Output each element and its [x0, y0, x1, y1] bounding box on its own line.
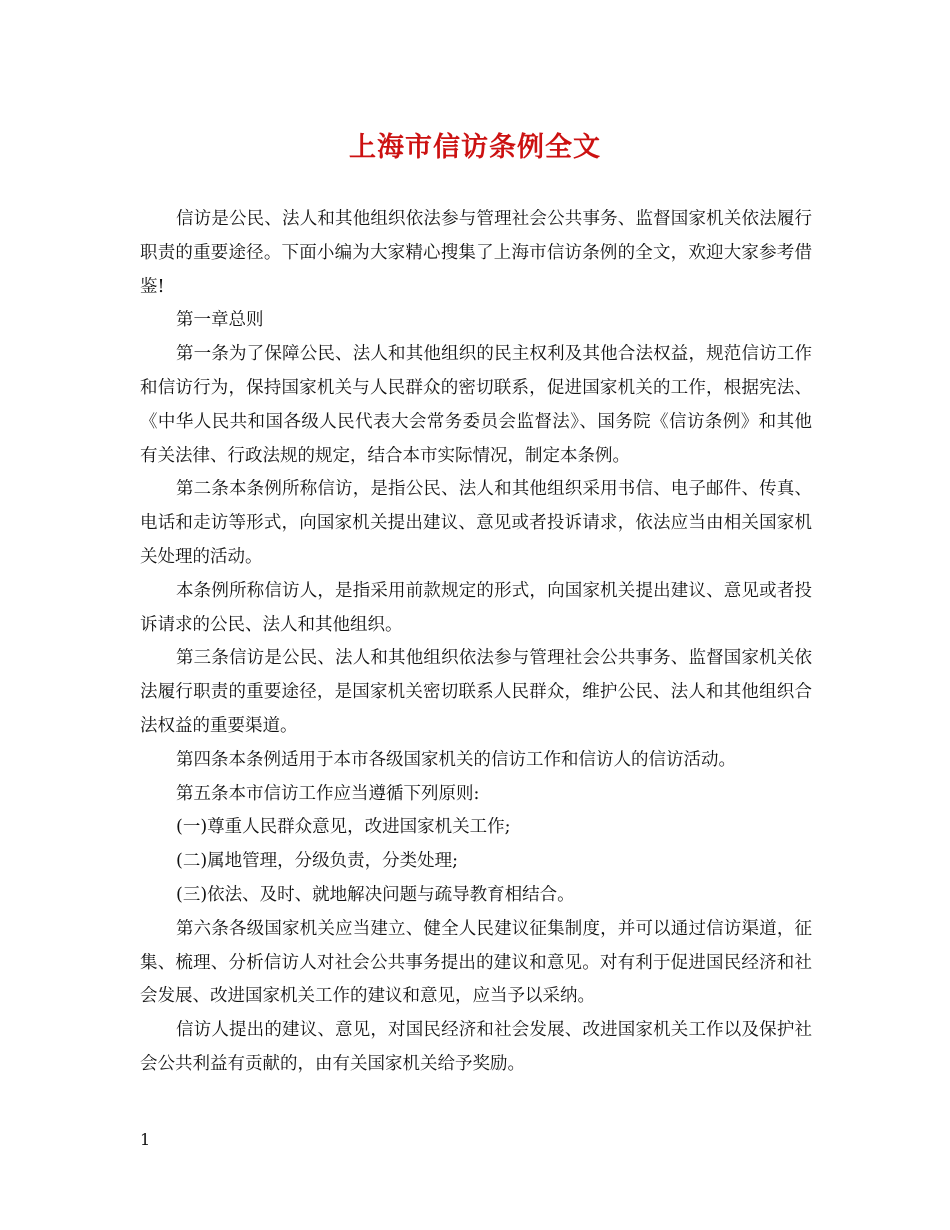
principle-2-item: (二)属地管理，分级负责，分类处理;: [176, 851, 459, 872]
article-2-definition-paragraph: 本条例所称信访人，是指采用前款规定的形式，向国家机关提出建议、意见或者投诉请求的公民、法人和其他组织。: [140, 580, 812, 635]
principle-3-item: (三)依法、及时、就地解决问题与疏导教育相结合。: [176, 884, 575, 905]
article-6-paragraph: 第六条各级国家机关应当建立、健全人民建议征集制度，并可以通过信访渠道，征集、梳理、分析信访人对社会公共事务提出的建议和意见。对有利于促进国民经济和社会发展、改进国家机关工作的建议和意见，应当予以采纳。: [140, 918, 812, 1007]
article-3-paragraph: 第三条信访是公民、法人和其他组织依法参与管理社会公共事务、监督国家机关依法履行职责的重要途径，是国家机关密切联系人民群众，维护公民、法人和其他组织合法权益的重要渠道。: [140, 648, 812, 736]
article-6-reward-paragraph: 信访人提出的建议、意见，对国民经济和社会发展、改进国家机关工作以及保护社会公共利益有贡献的，由有关国家机关给予奖励。: [140, 1020, 812, 1074]
article-1-paragraph: 第一条为了保障公民、法人和其他组织的民主权利及其他合法权益，规范信访工作和信访行为，保持国家机关与人民群众的密切联系，促进国家机关的工作，根据宪法、《中华人民共和国各级人民代表大会常务委员会监督法》、国务院《信访条例》和其他有关法律、行政法规的规定，结合本市实际情况，制定本条例。: [140, 344, 812, 466]
article-5-paragraph: 第五条本市信访工作应当遵循下列原则:: [176, 783, 480, 804]
document-body: [140, 203, 812, 1082]
page-number: 1: [140, 1130, 151, 1149]
intro-paragraph: 信访是公民、法人和其他组织依法参与管理社会公共事务、监督国家机关依法履行职责的重要途径。下面小编为大家精心搜集了上海市信访条例的全文，欢迎大家参考借鉴!: [140, 209, 812, 297]
article-2-paragraph: 第二条本条例所称信访，是指公民、法人和其他组织采用书信、电子邮件、传真、电话和走访等形式，向国家机关提出建议、意见或者投诉请求，依法应当由相关国家机关处理的活动。: [140, 479, 812, 567]
article-4-paragraph: 第四条本条例适用于本市各级国家机关的信访工作和信访人的信访活动。: [176, 749, 736, 770]
document-title: 上海市信访条例全文: [349, 132, 601, 163]
chapter-heading: 第一章总则: [176, 310, 264, 331]
principle-1-item: (一)尊重人民群众意见，改进国家机关工作;: [176, 817, 511, 838]
